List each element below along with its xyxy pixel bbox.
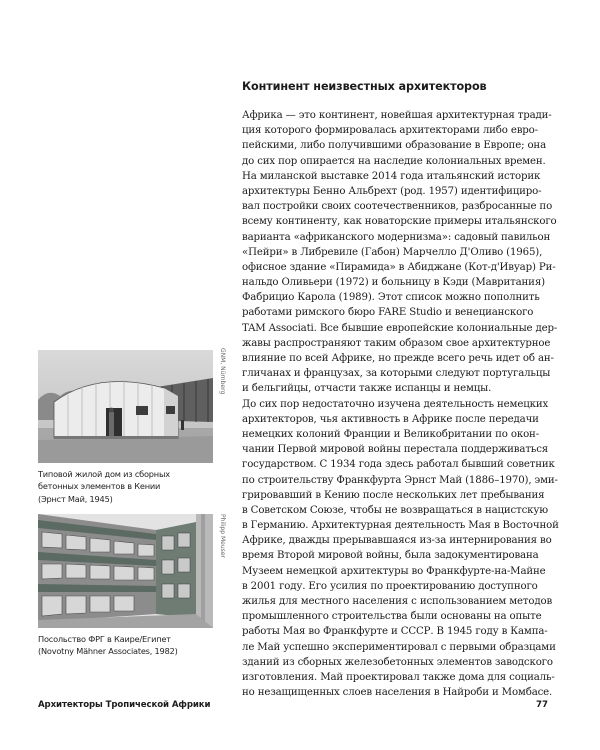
body-text-line: и бельгийцы, отчасти также испанцы и немцы. bbox=[242, 383, 492, 395]
body-text-line: в Германию. Архитектурная деятельность Мая в Восточной bbox=[242, 520, 559, 532]
body-text-line: архитектуры Бенно Альбрехт (род. 1957) идентифициро- bbox=[242, 185, 542, 197]
body-text-line: чании Первой мировой войны перестала поддерживаться bbox=[242, 444, 549, 456]
body-text-line: жавы распространяют таким образом свое архитектурное bbox=[242, 337, 551, 349]
body-text-line: TAM Associati. Все бывшие европейские колониальные дер- bbox=[242, 322, 558, 334]
photo-credit: GNM, Nürnberg bbox=[219, 348, 226, 395]
body-text-line: время Второй мировой войны, была задокументирована bbox=[242, 550, 539, 562]
caption-line: бетонных элементов в Кении bbox=[38, 481, 161, 492]
body-text-line: изготовления. Май проектировал также дома для социаль- bbox=[242, 671, 555, 683]
body-text-line: работами римского бюро FARE Studio и венецианского bbox=[242, 307, 534, 319]
body-text bbox=[242, 108, 559, 700]
caption-line: (Novotny Mähner Associates, 1982) bbox=[38, 646, 178, 657]
body-text-line: ле Май успешно экспериментировал с первыми образцами bbox=[242, 641, 556, 653]
photo-embassy-cairo bbox=[38, 514, 213, 628]
body-text-line: вал постройки своих соотечественников, разбросанные по bbox=[242, 201, 553, 213]
body-text-line: Африке, дважды прерывавшаяся из-за интернирования во bbox=[242, 535, 552, 547]
caption-line: (Эрнст Май, 1945) bbox=[38, 493, 113, 504]
body-text-line: государством. С 1934 года здесь работал бывший советник bbox=[242, 459, 555, 471]
caption-line: Посольство ФРГ в Каире/Египет bbox=[38, 634, 171, 644]
body-text-line: всему континенту, как новаторские примеры итальянского bbox=[242, 216, 557, 228]
body-text-line: но незащищенных слоев населения в Найроби и Момбасе. bbox=[242, 687, 553, 699]
body-text-line: ция которого формировалась архитекторами либо евро- bbox=[242, 125, 538, 137]
body-text-line: Фабрицио Карола (1989). Этот список можно пополнить bbox=[242, 292, 540, 304]
running-footer-title: Архитекторы Тропической Африки bbox=[38, 700, 211, 710]
page-number: 77 bbox=[536, 700, 548, 710]
body-text-line: нальдо Оливьери (1972) и больницу в Кэди (Мавритания) bbox=[242, 277, 545, 289]
body-text-line: офисное здание «Пирамида» в Абиджане (Кот-д'Ивуар) Ри- bbox=[242, 261, 556, 273]
body-text-line: работы Мая во Франкфурте и СССР. В 1945 году в Кампа- bbox=[242, 626, 548, 638]
body-text-line: в 2001 году. Его усилия по проектированию доступного bbox=[242, 580, 538, 592]
body-text-line: жилья для местного населения с использованием методов bbox=[242, 596, 553, 607]
body-text-line: Музеем немецкой архитектуры во Франкфурте-на-Майне bbox=[242, 565, 546, 577]
section-heading: Континент неизвестных архитекторов bbox=[242, 80, 487, 93]
body-text-line: Африка — это континент, новейшая архитектурная тради- bbox=[242, 110, 552, 121]
body-text-line: по строительству Франкфурта Эрнст Май (1886–1970), эми- bbox=[242, 474, 558, 486]
body-text-line: немецких колоний Франции и Великобритании по окон- bbox=[242, 428, 539, 440]
body-text-line: зданий из сборных железобетонных элементов заводского bbox=[242, 656, 553, 668]
body-text-line: На миланской выставке 2014 года итальянский историк bbox=[242, 170, 541, 182]
body-text-line: До сих пор недостаточно изучена деятельность немецких bbox=[242, 398, 549, 410]
body-text-line: промышленного строительства были основаны на опыте bbox=[242, 611, 542, 623]
figure-caption bbox=[38, 468, 218, 505]
body-text-line: варианта «африканского модернизма»: садовый павильон bbox=[242, 231, 551, 243]
body-text-line: грировавший в Кению после нескольких лет пребывания bbox=[242, 489, 545, 501]
body-text-line: «Пейри» в Либревиле (Габон) Марчелло Д'Оливо (1965), bbox=[242, 246, 543, 258]
body-text-line: в Советском Союзе, чтобы не возвращаться в нацистскую bbox=[242, 504, 548, 516]
photo-kenya-prefab-house bbox=[38, 350, 213, 463]
body-text-line: до сих пор опирается на наследие колониальных времен. bbox=[242, 155, 546, 167]
caption-line: Типовой жилой дом из сборных bbox=[38, 469, 170, 479]
body-text-line: пейскими, либо получившими образование в Европе; она bbox=[242, 140, 546, 152]
body-text-line: архитекторов, чья активность в Африке после передачи bbox=[242, 413, 539, 425]
body-text-line: гличанах и французах, за которыми следуют португальцы bbox=[242, 368, 551, 380]
body-text-line: влияние по всей Африке, но прежде всего речь идет об ан- bbox=[242, 353, 554, 364]
photo-credit: Philipp Meuser bbox=[219, 514, 226, 558]
figure-caption bbox=[38, 633, 218, 658]
